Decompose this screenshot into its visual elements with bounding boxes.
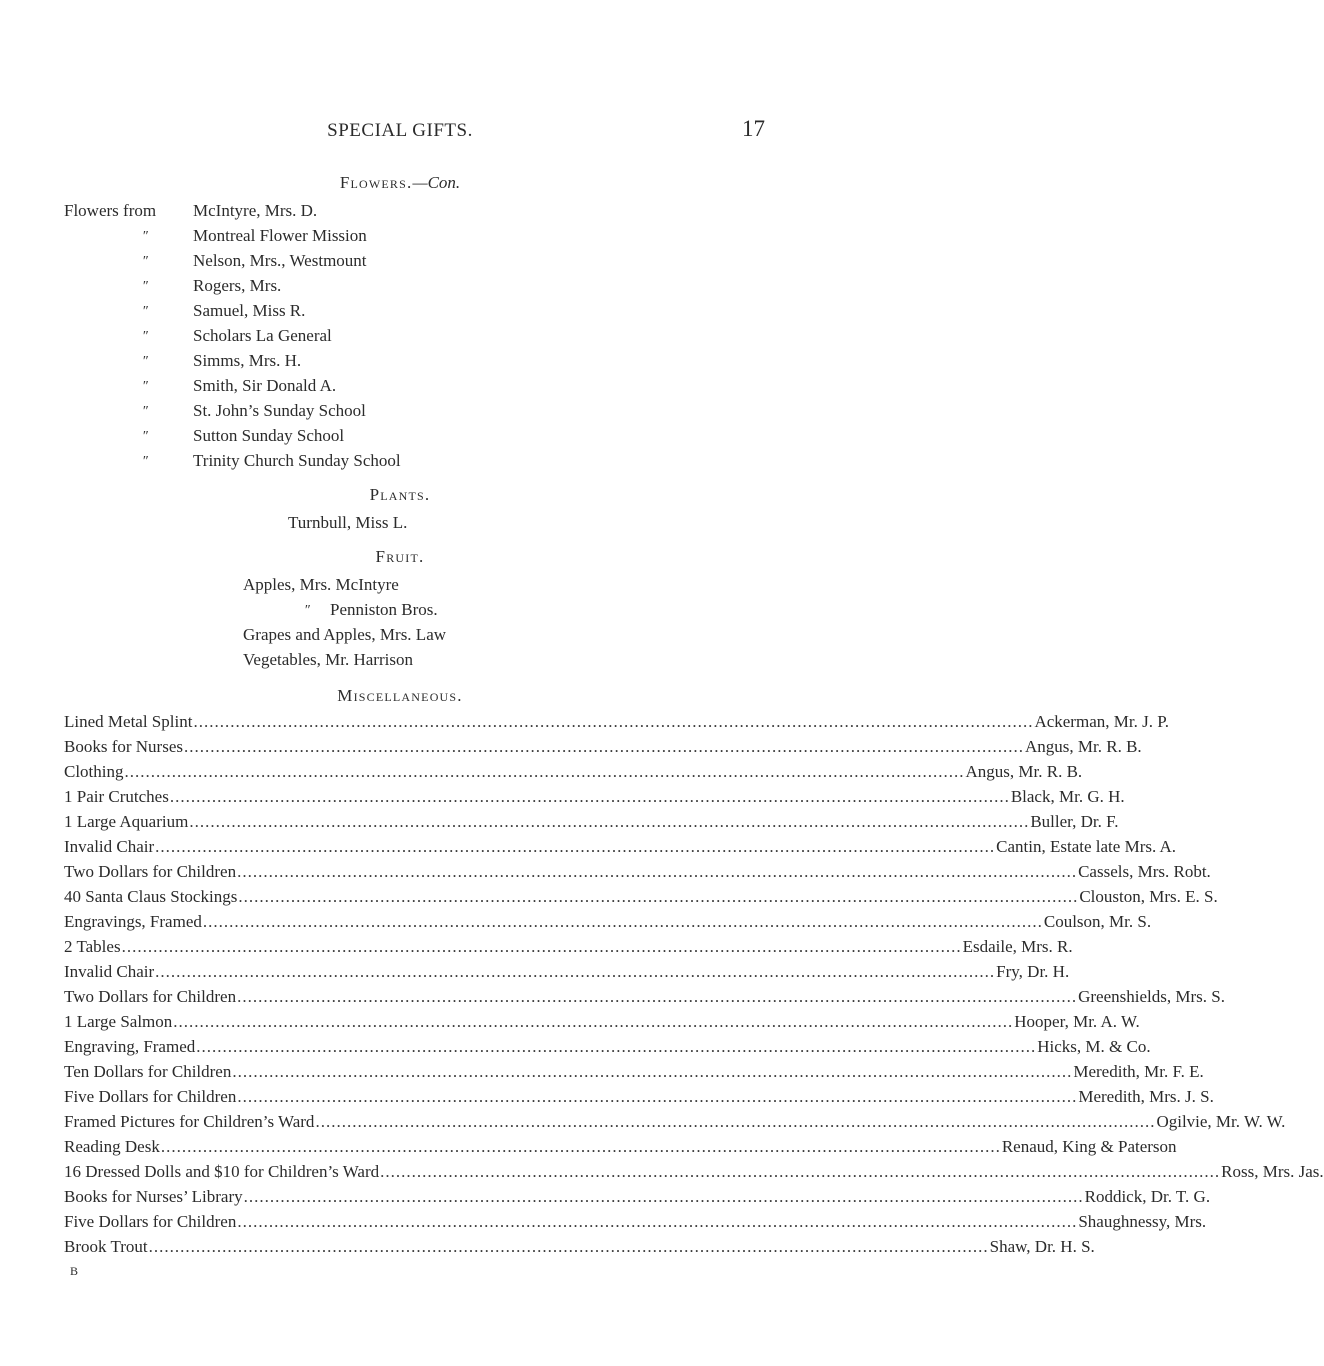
fruit-entry: Vegetables, Mr. Harrison [243, 650, 413, 669]
ditto-mark: ″ [142, 254, 148, 269]
list-item [64, 987, 1225, 1011]
dot-leader: ................................................................................................................................................................ [169, 787, 1010, 806]
flowers-donor: Smith, Sir Donald A. [193, 376, 337, 395]
plants-entry: Turnbull, Miss L. [288, 513, 408, 532]
gift-item: 1 Large Salmon [64, 1012, 173, 1031]
gift-item: Lined Metal Splint [64, 712, 193, 731]
ditto-mark: ″ [142, 304, 148, 319]
ditto-mark: ″ [142, 329, 148, 344]
gift-donor: Renaud, King & Paterson [1001, 1137, 1177, 1156]
page-number: 17 [742, 116, 765, 141]
gift-item: 2 Tables [64, 937, 121, 956]
list-item [64, 812, 1119, 836]
list-item [64, 1087, 1214, 1111]
list-item [64, 1112, 1286, 1136]
gift-donor: Fry, Dr. H. [996, 962, 1070, 981]
ditto-mark: ″ [142, 379, 148, 394]
flowers-donor: Trinity Church Sunday School [193, 451, 401, 470]
dot-leader: ................................................................................................................................................................ [232, 1062, 1073, 1081]
dot-leader: ................................................................................................................................................................ [155, 962, 996, 981]
ditto-mark: ″ [142, 404, 148, 419]
ditto-mark: ″ [142, 354, 148, 369]
gift-donor: Hooper, Mr. A. W. [1014, 1012, 1140, 1031]
gift-item: Clothing [64, 762, 124, 781]
gift-donor: Black, Mr. G. H. [1010, 787, 1125, 806]
gift-item: 1 Large Aquarium [64, 812, 189, 831]
gift-item: 40 Santa Claus Stockings [64, 887, 238, 906]
flowers-donor: McIntyre, Mrs. D. [193, 201, 318, 220]
gift-item: Books for Nurses [64, 737, 183, 756]
gift-donor: Angus, Mr. R. B. [1025, 737, 1142, 756]
dot-leader: ................................................................................................................................................................ [173, 1012, 1014, 1031]
gift-donor: Esdaile, Mrs. R. [962, 937, 1073, 956]
list-item [64, 712, 1170, 736]
gift-item: Brook Trout [64, 1237, 148, 1256]
gift-donor: Coulson, Mr. S. [1043, 912, 1152, 931]
flowers-donor: Sutton Sunday School [193, 426, 345, 445]
dot-leader: ................................................................................................................................................................ [196, 1037, 1037, 1056]
ditto-mark: ″ [142, 279, 148, 294]
dot-leader: ................................................................................................................................................................ [238, 887, 1079, 906]
gift-item: Two Dollars for Children [64, 987, 237, 1006]
list-item [64, 912, 1152, 936]
gift-donor: Meredith, Mr. F. E. [1073, 1062, 1204, 1081]
gift-item: Five Dollars for Children [64, 1212, 237, 1231]
gift-item: Engraving, Framed [64, 1037, 196, 1056]
dot-leader: ................................................................................................................................................................ [148, 1237, 989, 1256]
fruit-entry: Apples, Mrs. McIntyre [243, 575, 399, 594]
dot-leader: ................................................................................................................................................................ [160, 1137, 1001, 1156]
list-item [64, 1037, 1151, 1061]
list-item [64, 962, 1070, 986]
list-item [64, 1162, 1324, 1186]
dot-leader: ................................................................................................................................................................ [202, 912, 1043, 931]
gift-donor: Roddick, Dr. T. G. [1084, 1187, 1211, 1206]
list-item [64, 787, 1125, 811]
flowers-heading-label: Flowers. [339, 173, 413, 192]
dot-leader: ................................................................................................................................................................ [380, 1162, 1221, 1181]
dot-leader: ................................................................................................................................................................ [243, 1187, 1084, 1206]
dot-leader: ................................................................................................................................................................ [237, 1212, 1078, 1231]
gift-item: Two Dollars for Children [64, 862, 237, 881]
dot-leader: ................................................................................................................................................................ [193, 712, 1034, 731]
flowers-donor: Montreal Flower Mission [193, 226, 367, 245]
dot-leader: ................................................................................................................................................................ [315, 1112, 1156, 1131]
gift-item: Ten Dollars for Children [64, 1062, 232, 1081]
list-item [64, 837, 1177, 861]
list-item [64, 1137, 1177, 1161]
gift-item: 16 Dressed Dolls and $10 for Children’s Ward [64, 1162, 380, 1181]
list-item [64, 762, 1083, 786]
flowers-heading [0, 173, 800, 193]
gift-item: Books for Nurses’ Library [64, 1187, 243, 1206]
list-item [64, 1187, 1211, 1211]
gift-donor: Cantin, Estate late Mrs. A. [996, 837, 1177, 856]
gift-donor: Shaughnessy, Mrs. [1078, 1212, 1207, 1231]
list-item [64, 1212, 1207, 1236]
gift-donor: Ross, Mrs. Jas. [1221, 1162, 1324, 1181]
miscellaneous-heading: Miscellaneous. [337, 686, 463, 705]
gift-item: Framed Pictures for Children’s Ward [64, 1112, 315, 1131]
flowers-donor: St. John’s Sunday School [193, 401, 366, 420]
list-item [64, 737, 1142, 761]
ditto-mark: ″ [142, 229, 148, 244]
gift-item: 1 Pair Crutches [64, 787, 169, 806]
fruit-entry: Penniston Bros. [330, 600, 438, 619]
list-item [64, 1237, 1095, 1261]
gift-donor: Hicks, M. & Co. [1037, 1037, 1151, 1056]
list-item [64, 1062, 1204, 1086]
gift-donor: Angus, Mr. R. B. [965, 762, 1083, 781]
dot-leader: ................................................................................................................................................................ [121, 937, 962, 956]
flowers-donor: Samuel, Miss R. [193, 301, 306, 320]
gift-donor: Shaw, Dr. H. S. [989, 1237, 1095, 1256]
gift-donor: Ogilvie, Mr. W. W. [1156, 1112, 1286, 1131]
flowers-donor: Nelson, Mrs., Westmount [193, 251, 367, 270]
dot-leader: ................................................................................................................................................................ [184, 737, 1024, 756]
gift-item: Invalid Chair [64, 962, 155, 981]
gift-donor: Buller, Dr. F. [1030, 812, 1119, 831]
list-item [64, 1012, 1140, 1036]
ditto-mark: ″ [142, 429, 148, 444]
dot-leader: ................................................................................................................................................................ [189, 812, 1030, 831]
dot-leader: ................................................................................................................................................................ [155, 837, 996, 856]
flowers-heading-suffix: —Con. [412, 173, 461, 192]
list-item [64, 862, 1211, 886]
dot-leader: ................................................................................................................................................................ [237, 987, 1078, 1006]
gift-item: Invalid Chair [64, 837, 155, 856]
dot-leader: ................................................................................................................................................................ [237, 1087, 1078, 1106]
flowers-donor: Rogers, Mrs. [193, 276, 282, 295]
fruit-entry: Grapes and Apples, Mrs. Law [243, 625, 447, 644]
page-title: SPECIAL GIFTS. [327, 120, 473, 141]
signature-mark: B [70, 1264, 79, 1278]
dot-leader: ................................................................................................................................................................ [124, 762, 965, 781]
flowers-donor: Scholars La General [193, 326, 332, 345]
gift-donor: Cassels, Mrs. Robt. [1078, 862, 1211, 881]
list-item [64, 887, 1218, 911]
gift-donor: Clouston, Mrs. E. S. [1079, 887, 1218, 906]
gift-donor: Greenshields, Mrs. S. [1078, 987, 1225, 1006]
fruit-heading: Fruit. [375, 547, 425, 566]
gift-item: Five Dollars for Children [64, 1087, 237, 1106]
plants-heading: Plants. [369, 485, 431, 504]
list-item [64, 937, 1073, 961]
flowers-donor: Simms, Mrs. H. [193, 351, 302, 370]
gift-donor: Ackerman, Mr. J. P. [1034, 712, 1170, 731]
ditto-mark: ″ [304, 603, 310, 618]
gift-item: Engravings, Framed [64, 912, 202, 931]
dot-leader: ................................................................................................................................................................ [237, 862, 1078, 881]
gift-item: Reading Desk [64, 1137, 160, 1156]
gift-donor: Meredith, Mrs. J. S. [1078, 1087, 1214, 1106]
ditto-mark: ″ [142, 454, 148, 469]
flowers-prefix: Flowers from [64, 201, 157, 220]
